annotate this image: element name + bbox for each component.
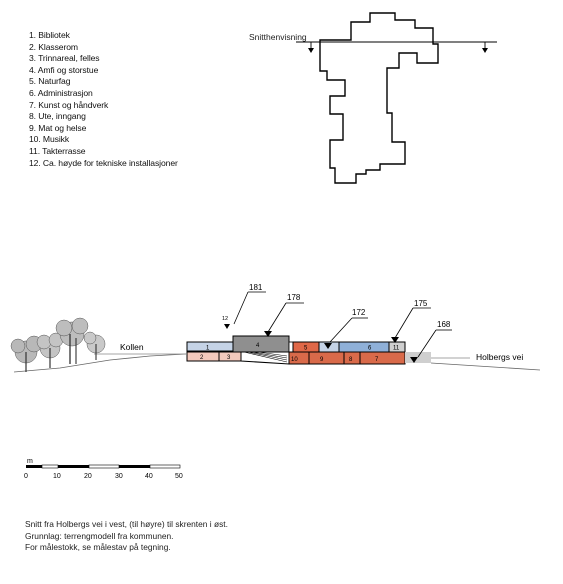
legend-item: 4. Amfi og storstue [29,64,99,75]
elevation-label: 178 [287,293,301,302]
legend-item: 8. Ute, inngang [29,111,86,122]
section-arrowhead-right [482,48,488,53]
room-mat-og-helse [309,352,344,364]
site-plan [249,13,497,183]
room-number: 3 [227,355,231,361]
technical-height-label: 12 [222,316,229,322]
legend-item: 5. Naturfag [29,76,71,87]
section-reference-label: Snitthenvisning [249,32,307,42]
room-amfi [233,336,289,352]
room-amfi-stairs [241,352,289,364]
section-arrowhead-left [308,48,314,53]
room-bibliotek [187,342,233,351]
room-number: 5 [304,345,308,352]
caption-line: Snitt fra Holbergs vei i vest, (til høyre) til skrenten i øst. [25,519,228,529]
room-number: 7 [375,357,379,363]
scale-bar [24,458,183,480]
drawing-caption [25,519,228,554]
scale-tick-label: 0 [24,473,28,480]
tree-icon [84,332,105,360]
legend-item: 2. Klasserom [29,41,78,52]
caption-line: For målestokk, se målestav på tegning. [25,542,171,552]
scale-tick-label: 30 [115,473,123,480]
room-number: 8 [349,357,353,363]
elevation-label: 175 [414,299,428,308]
room-number: 2 [200,355,204,361]
elevation-label: 172 [352,308,366,317]
site-label-left: Kollen [120,342,144,352]
building-plan-outline [320,13,438,183]
legend-item: 3. Trinnareal, felles [29,53,100,64]
site-label-right: Holbergs vei [476,352,524,362]
room-number: 11 [393,345,400,352]
elevation-label: 181 [249,283,263,292]
technical-height-marker-icon [224,324,230,329]
room-number: 4 [256,343,260,349]
room-number: 6 [368,345,372,352]
legend-item: 1. Bibliotek [29,30,70,40]
legend-item: 7. Kunst og håndverk [29,99,109,110]
scale-tick-label: 10 [53,473,61,480]
room-amfi-link [289,342,293,352]
room-kunst-og-handverk [360,352,405,364]
scale-tick-label: 40 [145,473,153,480]
room-number: 10 [291,357,298,363]
legend-item: 6. Administrasjon [29,87,93,98]
caption-line: Grunnlag: terrengmodell fra kommunen. [25,530,174,541]
room-number: 1 [206,345,210,352]
legend-item: 11. Takterrasse [29,145,86,156]
room-number: 9 [320,357,324,363]
scale-unit-label: m [27,458,33,465]
elevation-label: 168 [437,320,451,329]
tree-icon [37,333,63,368]
legend-item: 9. Mat og helse [29,122,87,133]
scale-tick-label: 20 [84,473,92,480]
legend-item: 10. Musikk [29,134,70,145]
terrace-step [405,352,431,363]
ground-line-right [431,363,540,370]
ground-line [14,354,186,372]
room-administrasjon [339,342,389,352]
legend-item: 12. Ca. høyde for tekniske installasjoner [29,157,178,168]
scale-tick-label: 50 [175,473,183,480]
